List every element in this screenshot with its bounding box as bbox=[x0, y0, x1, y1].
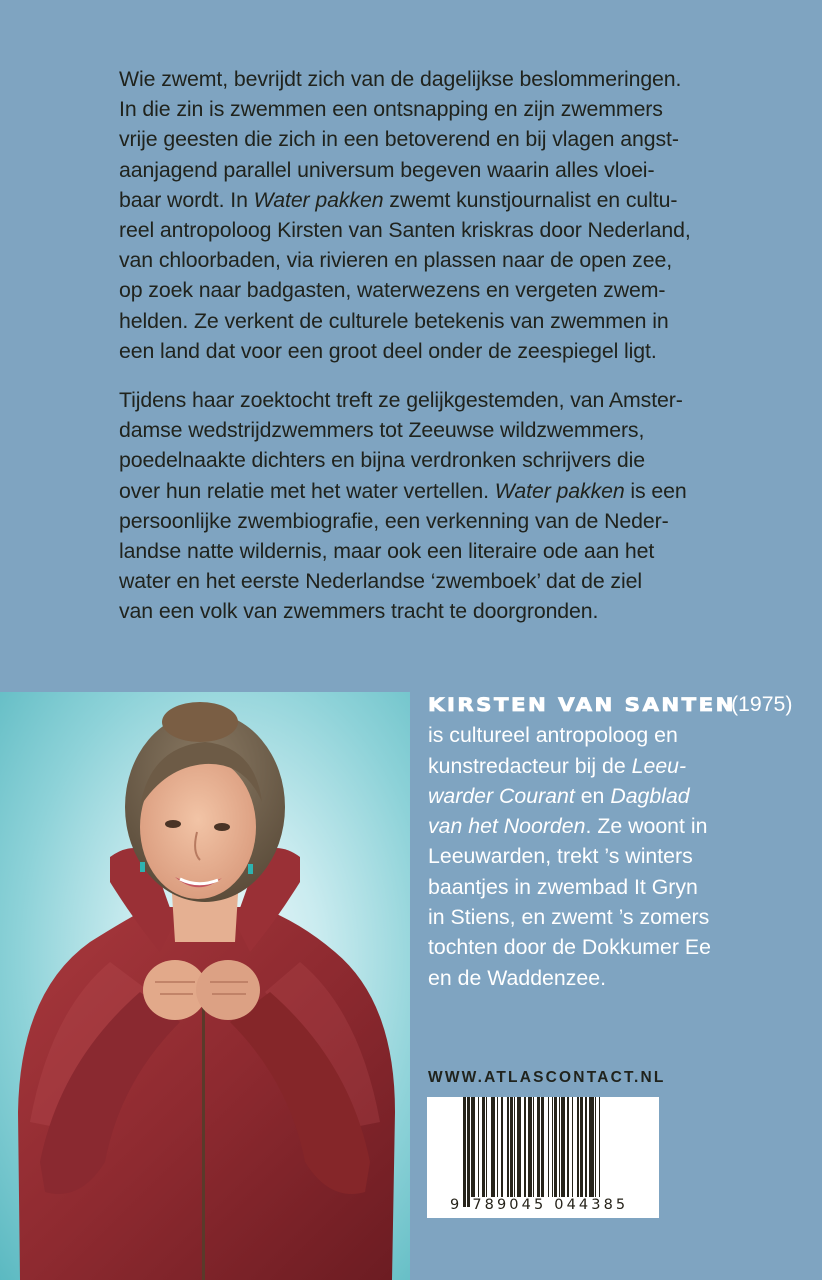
blurb-paragraph-1 bbox=[119, 64, 764, 366]
book-title: Water pakken bbox=[253, 187, 384, 212]
blurb-paragraph-2 bbox=[119, 385, 764, 627]
isbn-group-2: 044385 bbox=[554, 1197, 629, 1213]
author-portrait-illustration bbox=[0, 692, 410, 1280]
book-title: Water pakken bbox=[494, 478, 625, 503]
bio-line: en de Waddenzee. bbox=[428, 965, 606, 990]
bio-line bbox=[428, 781, 768, 811]
author-birth-year: (1975) bbox=[730, 692, 793, 716]
isbn-digit-first: 9 bbox=[450, 1197, 463, 1213]
blurb-text: zwemt kunstjournalist en cultu- bbox=[383, 187, 678, 212]
blurb-line: van chloorbaden, via rivieren en plassen naar de open zee, bbox=[119, 248, 673, 273]
blurb-line: damse wedstrijdzwemmers tot Zeeuwse wildzwemmers, bbox=[119, 418, 645, 443]
barcode-bars bbox=[463, 1097, 625, 1209]
blurb-line: Tijdens haar zoektocht treft ze gelijkgestemden, van Amster- bbox=[119, 388, 683, 413]
blurb-line: landse natte wildernis, maar ook een literaire ode aan het bbox=[119, 539, 655, 564]
blurb-line: vrije geesten die zich in een betoverend en bij vlagen angst- bbox=[119, 127, 679, 152]
bio-text: en bbox=[574, 783, 611, 808]
newspaper-name: Dagblad bbox=[610, 783, 690, 808]
author-heading bbox=[428, 689, 793, 720]
blurb-line: water en het eerste Nederlandse ‘zwemboek’ dat de ziel bbox=[119, 569, 642, 594]
blurb-line: In die zin is zwemmen een ontsnapping en zijn zwemmers bbox=[119, 97, 663, 122]
blurb-line: op zoek naar badgasten, waterwezens en vergeten zwem- bbox=[119, 278, 666, 303]
author-name: KIRSTEN VAN SANTEN bbox=[428, 694, 736, 716]
author-photo bbox=[0, 692, 410, 1280]
blurb-line: een land dat voor een groot deel onder de zeespiegel ligt. bbox=[119, 338, 657, 363]
isbn-group-1: 789045 bbox=[472, 1197, 547, 1213]
bio-line: in Stiens, en zwemt ’s zomers bbox=[428, 905, 710, 930]
isbn-barcode bbox=[427, 1097, 659, 1218]
bio-text: kunstredacteur bij de bbox=[428, 753, 632, 778]
blurb-line: poedelnaakte dichters en bijna verdronken schrijvers die bbox=[119, 448, 645, 473]
blurb-text: over hun relatie met het water vertellen. bbox=[119, 478, 495, 503]
blurb-line: aanjagend parallel universum begeven waarin alles vloei- bbox=[119, 157, 655, 182]
blurb-line: helden. Ze verkent de culturele betekenis van zwemmen in bbox=[119, 308, 669, 333]
blurb-line: persoonlijke zwembiografie, een verkenning van de Neder- bbox=[119, 508, 669, 533]
bio-text: . Ze woont in bbox=[585, 814, 708, 839]
blurb-line: van een volk van zwemmers tracht te doorgronden. bbox=[119, 599, 599, 624]
bio-line bbox=[428, 811, 768, 841]
blurb-line bbox=[119, 476, 764, 506]
book-blurb bbox=[119, 64, 764, 627]
author-bio bbox=[428, 689, 793, 993]
bio-line: Leeuwarden, trekt ’s winters bbox=[428, 844, 693, 869]
barcode-space bbox=[600, 1097, 601, 1197]
blurb-line: reel antropoloog Kirsten van Santen kriskras door Nederland, bbox=[119, 218, 691, 243]
newspaper-name: van het Noorden bbox=[428, 814, 586, 839]
blurb-text: baar wordt. In bbox=[119, 187, 254, 212]
bio-line: tochten door de Dokkumer Ee bbox=[428, 935, 711, 960]
blurb-text: is een bbox=[624, 478, 687, 503]
bio-line: is cultureel antropoloog en bbox=[428, 723, 678, 748]
blurb-line: Wie zwemt, bevrijdt zich van de dagelijkse beslommeringen. bbox=[119, 67, 682, 91]
publisher-website[interactable]: WWW.ATLASCONTACT.NL bbox=[428, 1069, 666, 1086]
bio-line bbox=[428, 751, 768, 781]
isbn-number bbox=[449, 1197, 639, 1213]
newspaper-name: Leeu- bbox=[631, 753, 687, 778]
newspaper-name: warder Courant bbox=[428, 783, 575, 808]
blurb-line bbox=[119, 185, 764, 215]
bio-line: baantjes in zwembad It Gryn bbox=[428, 874, 698, 899]
